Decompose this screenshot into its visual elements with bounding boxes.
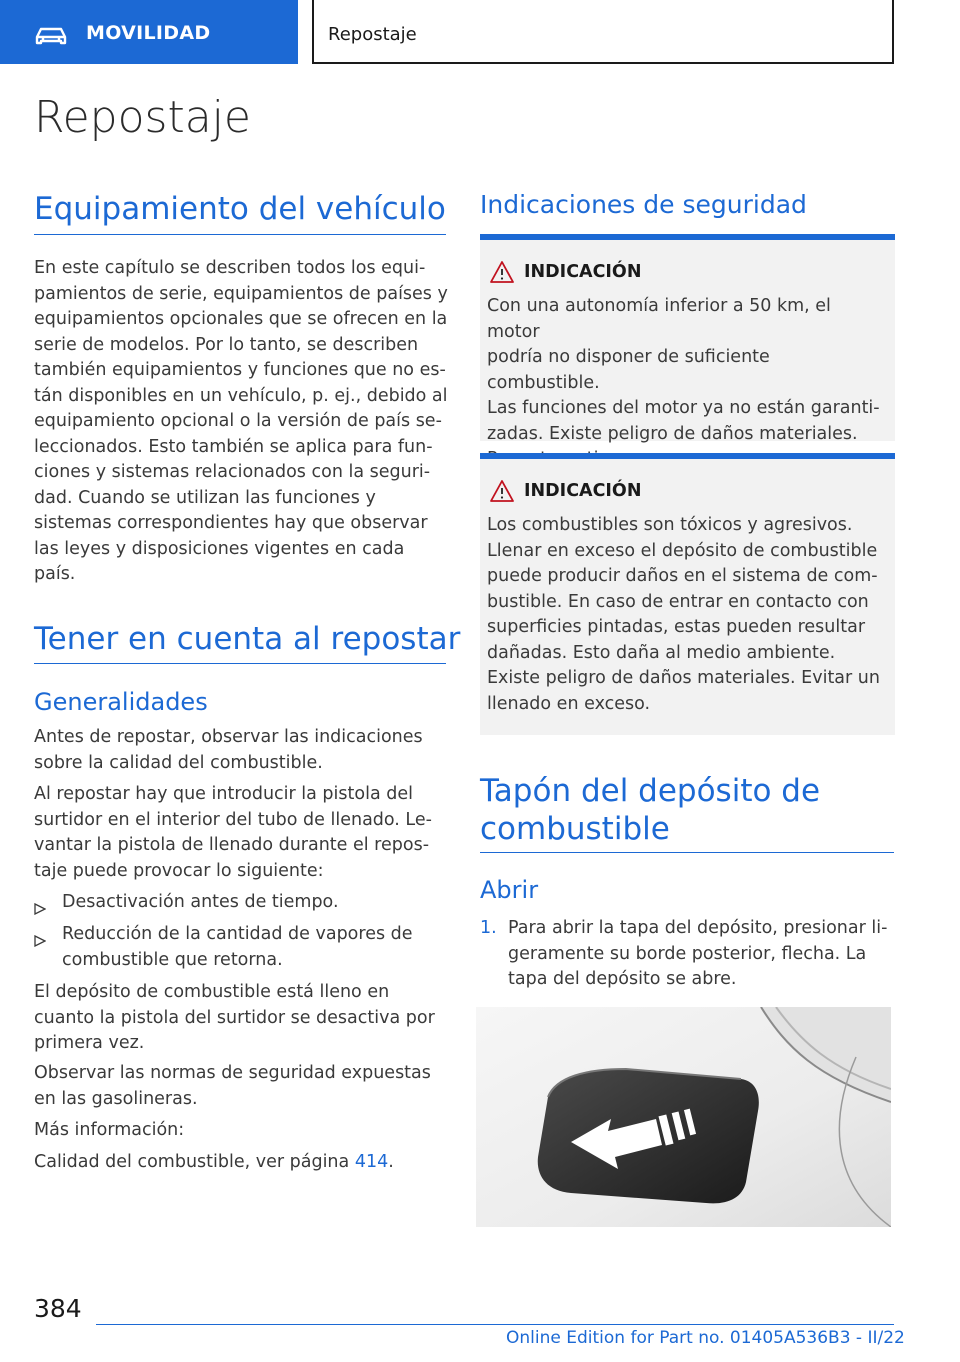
page-title: Repostaje bbox=[34, 92, 251, 143]
section-tab bbox=[0, 0, 298, 64]
heading-abrir: Abrir bbox=[480, 876, 539, 904]
footer-edition: Online Edition for Part no. 01405A536B3 - II/22 bbox=[506, 1328, 905, 1348]
generalidades-p3: El depósito de combustible está lleno en cuanto la pistola del surtidor se desactiva por primera vez. bbox=[34, 982, 435, 1053]
heading-indicaciones: Indicaciones de seguridad bbox=[480, 190, 807, 219]
note-body: Los combustibles son tóxicos y agresivos. Llenar en exceso el depósito de combustible puede producir daños en el sistema de com- bustible. En caso de entrar en contacto con superficies pintadas, estas pueden resultar dañadas. Esto daña al medio ambiente. Existe peligro de daños materiales. Evitar un llenado en exceso. bbox=[487, 515, 880, 714]
warning-icon bbox=[489, 479, 515, 503]
safety-note bbox=[480, 453, 895, 735]
heading-equipamiento: Equipamiento del vehículo bbox=[34, 191, 446, 227]
step-number: 1. bbox=[480, 918, 497, 938]
generalidades-p5: Más información: bbox=[34, 1120, 185, 1140]
note-heading: INDICACIÓN bbox=[524, 481, 642, 501]
fuel-door-illustration bbox=[476, 1007, 891, 1227]
bullet-marker bbox=[34, 930, 46, 956]
warning-icon bbox=[489, 260, 515, 284]
page-link[interactable]: 414 bbox=[354, 1152, 389, 1172]
heading-rule bbox=[480, 852, 894, 853]
generalidades-p1: Antes de repostar, observar las indicaciones sobre la calidad del combustible. bbox=[34, 727, 423, 773]
heading-tapon: Tapón del depósito de combustible bbox=[480, 773, 821, 847]
page-number: 384 bbox=[34, 1294, 82, 1323]
heading-rule bbox=[34, 234, 446, 235]
note-body: Con una autonomía inferior a 50 km, el motor podría no disponer de suficiente combustible. Las funciones del motor ya no están garanti- zadas. Existe peligro de daños materiales. bbox=[487, 296, 880, 444]
breadcrumb-label: Repostaje bbox=[328, 24, 417, 45]
heading-tener: Tener en cuenta al repostar bbox=[34, 621, 461, 657]
car-icon bbox=[34, 26, 68, 46]
equipamiento-paragraph: En este capítulo se describen todos los equi- pamientos de serie, equipamientos de países y equipamientos opcionales que se ofrecen en la serie de modelos. Por lo tanto, se describen también equipamientos y funciones que no es- tán disponibles en un vehículo, p. ej., debido al equipamiento opcional o la versión de país se- leccionados. Esto también se aplica para fun- ciones y sistemas relacionados con la seguri- dad. Cuando se utilizan las funciones y sistemas correspondientes hay que observar las leyes y disposiciones vigentes en cada país. bbox=[34, 258, 448, 584]
section-label: MOVILIDAD bbox=[86, 22, 211, 44]
safety-note bbox=[480, 234, 895, 444]
heading-generalidades: Generalidades bbox=[34, 688, 208, 716]
heading-rule bbox=[34, 663, 446, 664]
footer-rule bbox=[96, 1324, 894, 1325]
generalidades-p6: Calidad del combustible, ver página 414. bbox=[34, 1152, 394, 1172]
generalidades-p2: Al repostar hay que introducir la pistola del surtidor en el interior del tubo de llenado. Le- vantar la pistola de llenado durante el repos- taje puede provocar lo siguiente: bbox=[34, 784, 432, 881]
note-heading: INDICACIÓN bbox=[524, 262, 642, 282]
generalidades-p4: Observar las normas de seguridad expuestas en las gasolineras. bbox=[34, 1063, 431, 1109]
breadcrumb bbox=[312, 0, 894, 64]
bullet-marker bbox=[34, 898, 46, 924]
